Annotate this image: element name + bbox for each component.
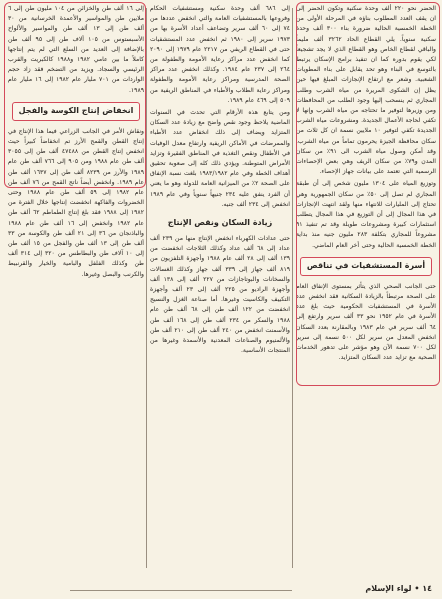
column-middle xyxy=(150,4,290,576)
decorative-frame xyxy=(296,2,440,386)
article-paragraph: ونقاش الأمر في الجانب الزراعي فيما هذا الإنتاج في إنتاج القطن والقمح الأرز تم انخفاضاً كبيراً حيث انخفض إنتاج القطن من ٤٧٤٨٨ ألف طن إلى ٣٠٥٥ ألف طن عام ١٩٨٨ ومن ٩٠٥ إلى ٧٦٦ ألف طن عام ١٩٨٩ والأرز من ٨٢٣٩ ألف طن إلى ١٦٣٧ ألف طن عام ١٩٨٩. وانخفض أيضاً ناتج القمح من ٧٦ ألف طن عام ١٩٨٢ إلى ٥٩ ألف طن عام ١٩٨٨ وحتى الخضروات والفاكهة انخفضت إنتاجها خلال الفترة من ١٩٨٢ إلى ١٩٨٨ فقد بلغ إنتاج الطماطم ٦٢ ألف طن عام ١٩٨٢ وانخفض إلى ١٦ ألف طن عام ١٩٨٨ والباذنجان من ٣٦ إلى ٢١ ألف طن والكوسة من ٣٣ ألف طن إلى ١٣ ألف طن والفجل من ١٥ ألف طن إلى ١٠ آلاف طن والبطاطس من ٣٢٠ إلى ٣١٤ ألف طن وكذلك الفلفل والبامية والخيار والقرنبيط والكرنب والبصل وغيرها. xyxy=(8,127,144,278)
column-divider xyxy=(292,8,293,568)
section-heading-hospital-beds: أسرة المستشفيات في تناقص xyxy=(300,257,432,276)
article-paragraph: الحضر نحو ٢٢٠ ألف وحدة سكنية وتكون الحضر إلى ان يقف العدد المطلوب بناؤه في المرحلة الأولى من الخطة الخمسية الحالية ضرورة بناء ٣٠٠ ألف وحدة سكنية سنوياً. يلي القطاع الحاد ٣٢٦٢ ألف مليماً والباقي لقطاع الخاص وهو القطاع الذي لا يجد تشجيعاً لكي يقوم بدوره كما ان تنفيذ برامج الإسكان يرتبط بالتوسع في البناء وهو تحد يقابل على بناء المطويات الشعبية. وشعر مع ارتفاع الإنجازات المبلغ فيها حين يظل إن الشكوى المريرة من مياه الشرب وطلب المجاري ثم ينسحب إليها وجود الطلب من المحافظات ومن وزيرها لتوفير ما تحتاجه من مياه الشرب وإنها لا تكفي لحاجة الأعمال الجديدة. ومشروعات مياه الشرب الجديدة تكفي لتوفير ١٠ ملايين نسمة ان كل ثلاث من سكان محافظة الجيزة يحرمون تماماً من مياه الشرب. وقد أمكن وصول مياه الشرب الى ٩١٪ من سكان المدن و٧٩٪ من سكان الريف وهي بعض الإحصاءات الرسمية التي تعتمد على بيانات جهاز الإحصاء. xyxy=(296,5,436,176)
article-paragraph: إلى ٦٨٦ ألف وحدة سكنية ومستشفيات الحكام وفروعها بالمستشفيات العامة والتي انخفض عددها من ٧٤ إلى ٦٠ ألف سرير وتضاعف أعداد الأسرة بها من ١٩٧٣ سرير إلى ١٩٨٠ ثم انخفض عدد المستشفيات حتى في القطاع الريفي من ٢٢١٧ عام ١٩٧٩ إلى ٢٠٩٠ كما انخفض عدد مراكز رعاية الأمومة والطفولة من ٢٦٤ إلى ٢٣٧ عام ١٩٨٤. وكذلك انخفض عدد مراكز الصحة المدرسية ومراكز رعاية الأمومة والطفولة ومراكز رعاية الطلاب والأطباء في المناطق الريفية من ٥٠٩ إلى ٤٦٩ عام ١٩٨٩. xyxy=(150,5,290,104)
column-divider xyxy=(146,8,147,568)
footer-rule xyxy=(70,590,292,591)
section-heading-population-production: زيادة السكان ونقص الإنتاج xyxy=(167,218,273,228)
article-paragraph: ومن يتابع هذه الأرقام التي تحدث في السنوات الماضية يلاحظ وجود نقص واضح مع زيادة عدد السكان المتزايد ويضاف إلى ذلك انخفاض عدد الأطباء والممرضات في الأماكن الريفية وارتفاع معدل الوفيات في الأطفال ونقص التغذية في المناطق الفقيرة وتزايد الأمراض المتوطنة. ويؤدي ذلك كله إلى صعوبة تحقيق أهداف الخطة وفي عام ١٩٨٣/١٩٨٢ بلغت نسبة الإنفاق على الصحة ٢٪ من الميزانية العامة للدولة وهو ما يعني أن الفرد ينفق عليه ٢٣٤ جنيهاً سنوياً وفي عام ١٩٨٩ انخفض إلى ٢٣٤ ألف جنيه. xyxy=(150,109,290,208)
article-paragraph: حتى الجانب الصحي الذي يتأثر بمستوى الإنفاق العام على الصحة مرتبطاً بالزيادة السكانية فقد انخفض عدد الأسرة في المستشفيات الحكومية حيث بلغ عدد الأسرة في عام ١٩٥٢ نحو ٣٣ ألف سرير وارتفع إلى ٦٤ ألف سرير في عام ١٩٨٣ وبالمقارنة بعدد السكان انخفض المعدل من سرير لكل ٥٠٠ نسمة إلى سرير لكل ٧٠٠ نسمة الآن وهو مؤشر على تدهور الخدمات الصحية مع تزايد عدد السكان المتزايد. xyxy=(296,282,436,362)
page-footer xyxy=(0,583,442,597)
article-paragraph: حتى عدادات الكهرباء انخفض الإنتاج منها من ٢٣٩ ألف عداد إلى ٦٨ ألف عداد وكذلك الثلاجات انخفضت من ١٣٩ ألف إلى ٢٨ ألف عام ١٩٨٨ وأجهزة التلفزيون من ٨١٩ ألف جهاز إلى ٣٣٩ ألف جهاز وكذلك الغسالات والسخانات والبوتاجازات من ٢٢٧ ألف إلى ١٣٨ ألف وأجهزة الراديو من ٢٢٥ ألف إلى ٢٣ ألف وأجهزة التكييف والكاسيت وغيرها. أما صناعة الغزل والنسيج انخفضت من ١٢٢ ألف طن إلى ٦٨ ألف طن عام ١٩٨٨ والسكر من ٢٣٤ ألف طن إلى ١٦٨ ألف طن والأسمنت انخفض من ٢٤٠ ألف طن إلى ٢١٠ ألف طن والألمنيوم والصناعات المعدنية والأسمدة وغيرها من المنتجات الأساسية. xyxy=(150,235,290,355)
footer-page-label: ١٤ • لواء الإسلام xyxy=(365,584,432,593)
article-paragraph: إلى ١٦ ألف طن والخزائن من ١٠٤ مليون طن إلى ٦ ملايين طن والمواسير والأعمدة الخرسانية من ٣٠ ألف طن إلى ١٣ ألف طن والمواسير والألواح الأسبستوس من ١٠٥ ألاف طن إلى ٩٥ ألف طن بالإضافة إلى العديد من السلع التي لم يتم إنتاجها كاملاً ما بين عامي ١٩٨٢ و١٩٨٨ كالكبريت والقرب الرئيسي والسجاد. ويزيد من التضخم فقد زاد حجم الواردات من ٧٠١ مليار عام ١٩٨٢ إلى ١٦ مليار عام ١٩٨٩. xyxy=(8,5,144,94)
article-paragraph: وتوزيع المياه على ١٣٠٤ مليون شخص إلى أن طبقة المجاري لم تصل إلى ٥٠٪ من سكان الجمهورية وهي تحتاج إلى المليارات للانتهاء منها ولقد انتهت الإنجازات في هذا المجال إلى أن التوزيع في هذا المجال يتطلب استثمارات كبيرة ومشروعات طويلة وقد تم تنفيذ ٩١ مشروعاً للمجاري بتكلفة ٢٨٣ مليون جنيه منذ بداية الخطة الخمسية الحالية وحتى أخر العام الماضي. xyxy=(296,180,436,249)
section-heading-zucchini-radish: انخفاض إنتاج الكوسة والفجل xyxy=(12,102,140,121)
decorative-frame xyxy=(4,2,146,188)
